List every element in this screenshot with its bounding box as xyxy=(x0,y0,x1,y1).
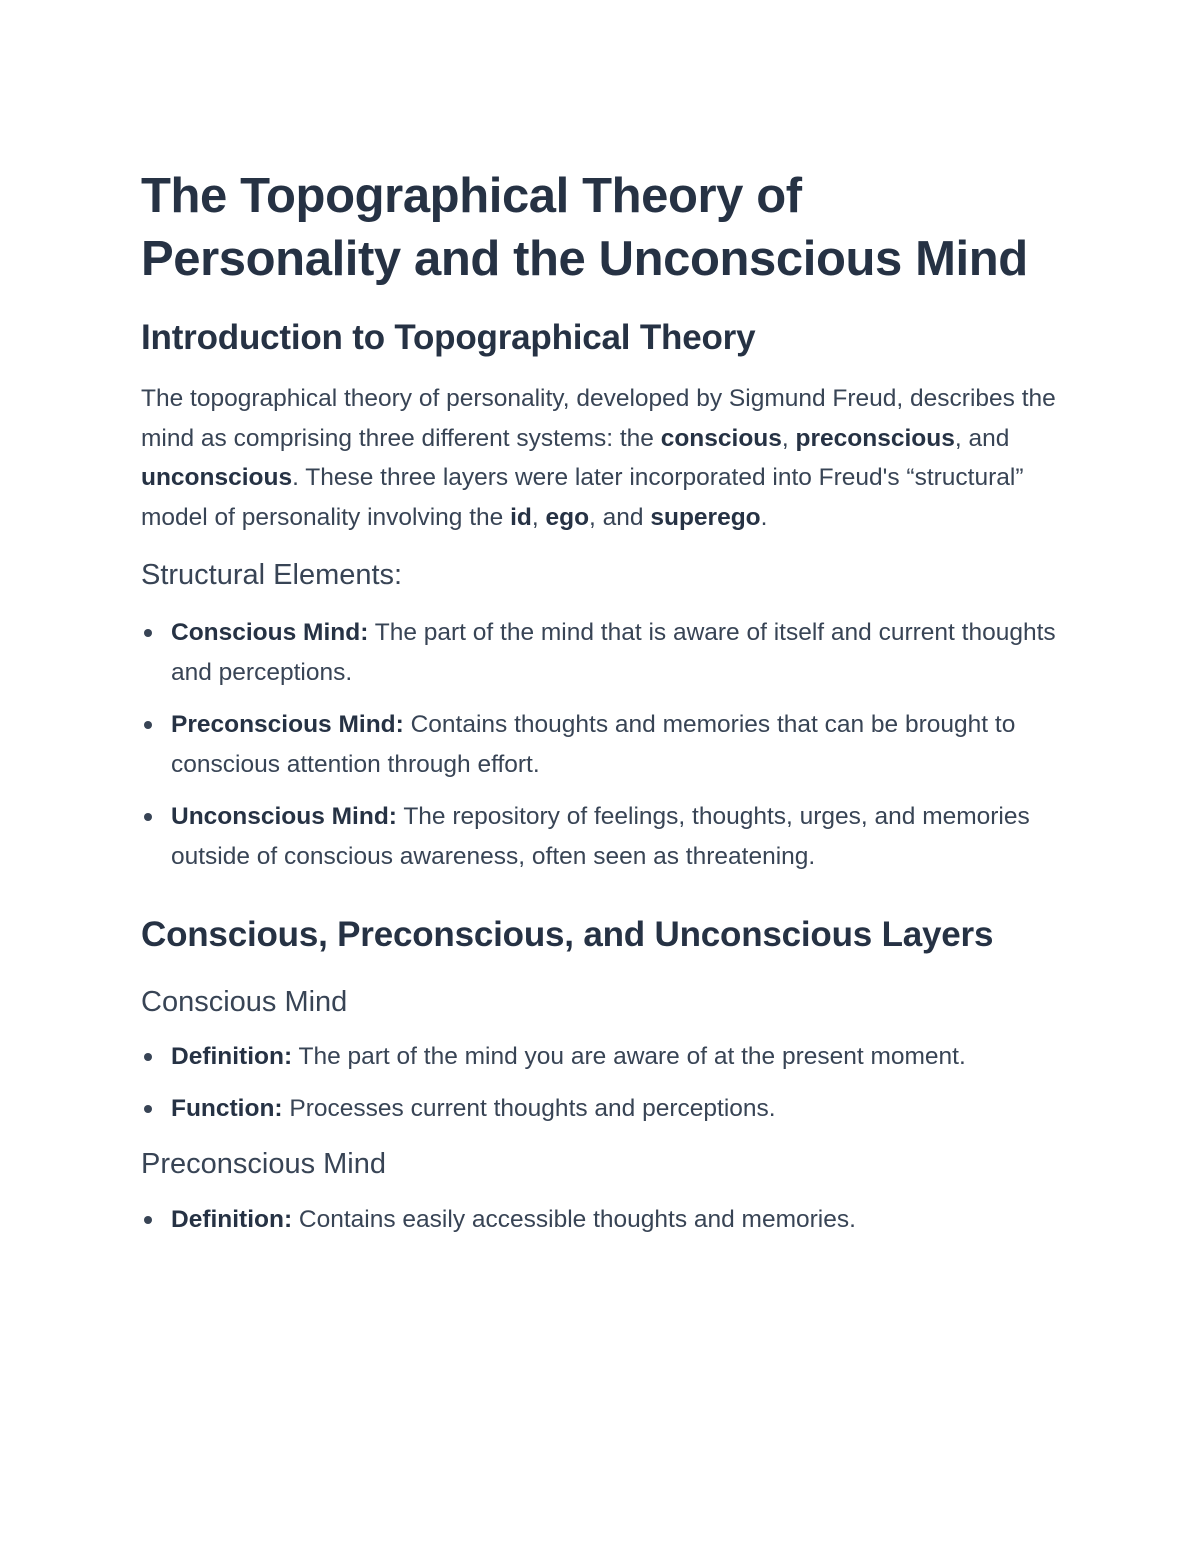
term-conscious: conscious xyxy=(660,424,782,452)
document-content xyxy=(141,165,1071,1240)
term-preconscious: preconscious xyxy=(795,424,955,452)
bullet-icon xyxy=(144,721,152,729)
intro-paragraph xyxy=(141,379,1071,537)
intro-text: , and xyxy=(954,424,1010,452)
bullet-icon xyxy=(144,1216,152,1224)
bullet-icon xyxy=(144,1053,152,1061)
item-text: Contains easily accessible thoughts and memories. xyxy=(292,1206,856,1233)
item-term: Function: xyxy=(171,1095,283,1122)
list-item xyxy=(141,1089,1071,1129)
subheading-preconscious-mind: Preconscious Mind xyxy=(141,1148,386,1180)
intro-text: . xyxy=(760,503,768,531)
list-item xyxy=(141,1037,1071,1077)
item-term: Preconscious Mind: xyxy=(171,711,404,738)
structural-elements-list xyxy=(141,613,1071,877)
bullet-icon xyxy=(144,629,152,637)
term-unconscious: unconscious xyxy=(141,464,293,491)
list-item xyxy=(141,797,1071,877)
list-item xyxy=(141,705,1071,785)
term-id: id xyxy=(510,503,532,531)
subheading-structural-elements: Structural Elements: xyxy=(141,559,403,591)
item-text: The repository of feelings, thoughts, urges, and memories outside of conscious awareness, often seen as threatening. xyxy=(171,803,1030,870)
list-item xyxy=(141,1200,1071,1240)
preconscious-mind-list xyxy=(141,1200,1071,1240)
section-heading-introduction: Introduction to Topographical Theory xyxy=(141,318,756,357)
item-term: Conscious Mind: xyxy=(171,619,369,646)
section-heading-layers: Conscious, Preconscious, and Unconscious Layers xyxy=(141,915,994,954)
intro-text: , xyxy=(781,424,796,452)
item-text: The part of the mind you are aware of at the present moment. xyxy=(292,1043,966,1070)
item-term: Definition: xyxy=(171,1206,293,1233)
intro-text: . These three layers were later incorporated into Freud's “structural” model of personality involving the xyxy=(141,464,1024,531)
subheading-conscious-mind: Conscious Mind xyxy=(141,986,348,1018)
intro-text: , and xyxy=(589,503,651,531)
item-text: Contains thoughts and memories that can be brought to conscious attention through effort. xyxy=(171,711,1016,778)
item-term: Unconscious Mind: xyxy=(171,803,397,830)
list-item xyxy=(141,613,1071,693)
intro-text: The topographical theory of personality, developed by Sigmund Freud, describes the mind as comprising three different systems: the xyxy=(141,385,1056,452)
bullet-icon xyxy=(144,813,152,821)
item-text: Processes current thoughts and perceptions. xyxy=(282,1095,776,1122)
bullet-icon xyxy=(144,1105,152,1113)
term-superego: superego xyxy=(650,503,761,531)
item-text: The part of the mind that is aware of itself and current thoughts and perceptions. xyxy=(171,619,1056,686)
term-ego: ego xyxy=(545,503,590,531)
page-title: The Topographical Theory of Personality and the Unconscious Mind xyxy=(141,169,1028,286)
intro-text: , xyxy=(531,503,546,531)
item-term: Definition: xyxy=(171,1043,293,1070)
conscious-mind-list xyxy=(141,1037,1071,1129)
